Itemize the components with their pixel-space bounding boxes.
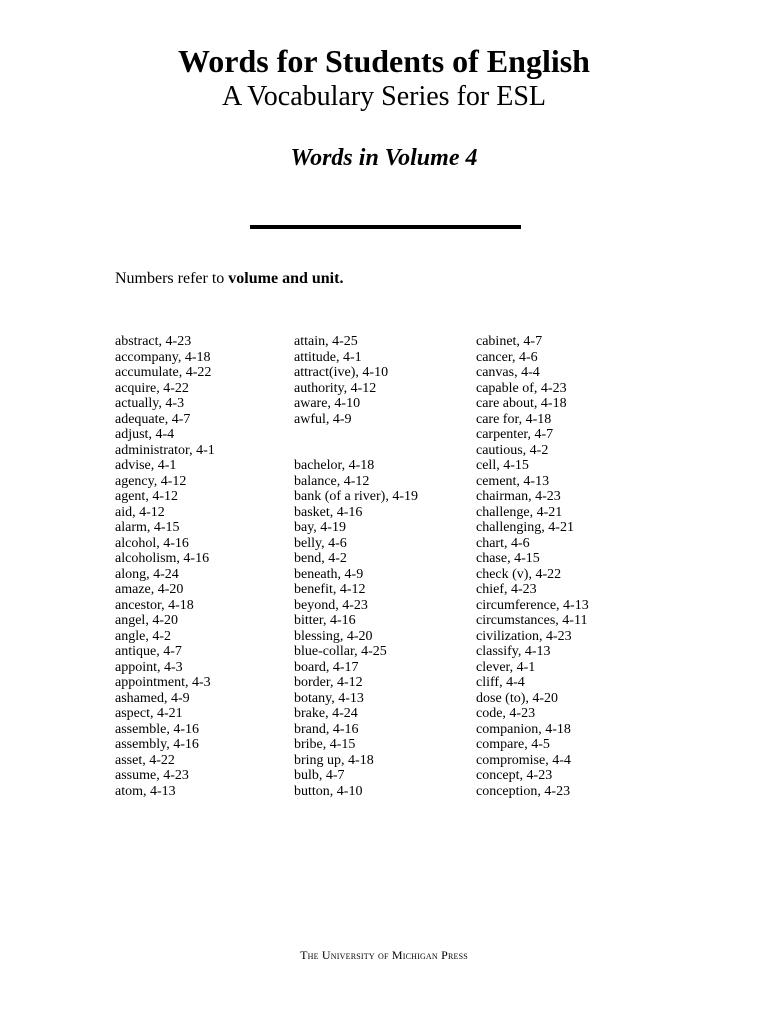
word-entry: board, 4-17 [294, 659, 359, 675]
word-entry: bachelor, 4-18 [294, 458, 375, 473]
word-entry: abstract, 4-23 [115, 334, 192, 349]
word-entry: aid, 4-12 [115, 504, 165, 520]
word-entry: aware, 4-10 [294, 396, 361, 411]
word-entry: agent, 4-12 [115, 489, 178, 504]
word-entry: alcohol, 4-16 [115, 535, 189, 551]
word-entry: cabinet, 4-7 [476, 334, 543, 349]
divider-rule [250, 225, 521, 229]
word-entry: cautious, 4-2 [476, 442, 549, 458]
word-entry: angle, 4-2 [115, 628, 171, 644]
word-entry [294, 427, 418, 443]
word-entry: bend, 4-2 [294, 551, 347, 566]
word-entry: accumulate, 4-22 [115, 365, 212, 380]
word-entry: alarm, 4-15 [115, 520, 180, 535]
word-entry: basket, 4-16 [294, 504, 363, 520]
word-entry: actually, 4-3 [115, 396, 185, 411]
word-entry: atom, 4-13 [115, 783, 176, 799]
word-entry: bank (of a river), 4-19 [294, 489, 419, 504]
reference-note-emphasis: volume and unit. [228, 270, 344, 287]
word-entry: challenge, 4-21 [476, 504, 563, 520]
word-entry: chairman, 4-23 [476, 489, 561, 504]
word-entry: belly, 4-6 [294, 535, 347, 551]
word-entry: cell, 4-15 [476, 458, 529, 473]
word-entry: assume, 4-23 [115, 768, 189, 783]
word-entry: bring up, 4-18 [294, 752, 374, 768]
word-entry: cliff, 4-4 [476, 675, 525, 690]
word-entry: clever, 4-1 [476, 659, 536, 675]
word-entry: attain, 4-25 [294, 334, 358, 349]
word-entry: administrator, 4-1 [115, 442, 215, 458]
word-entry: capable of, 4-23 [476, 380, 567, 396]
word-entry: bitter, 4-16 [294, 613, 356, 628]
reference-note-prefix: Numbers refer to [115, 270, 229, 287]
word-column-1 [115, 334, 215, 799]
word-entry: check (v), 4-22 [476, 566, 562, 582]
word-entry: circumstances, 4-11 [476, 613, 588, 628]
word-entry: classify, 4-13 [476, 644, 551, 659]
word-entry: attract(ive), 4-10 [294, 365, 389, 380]
word-entry: cancer, 4-6 [476, 349, 538, 365]
word-entry: chief, 4-23 [476, 582, 537, 597]
word-column-3 [476, 334, 589, 799]
word-entry: aspect, 4-21 [115, 706, 183, 721]
word-entry: appointment, 4-3 [115, 675, 211, 690]
word-entry: border, 4-12 [294, 675, 363, 690]
word-entry: awful, 4-9 [294, 411, 352, 427]
word-entry: brake, 4-24 [294, 706, 358, 721]
word-entry: bay, 4-19 [294, 520, 346, 535]
word-entry: alcoholism, 4-16 [115, 551, 210, 566]
word-entry: ashamed, 4-9 [115, 690, 190, 706]
word-entry: accompany, 4-18 [115, 349, 211, 365]
word-entry: concept, 4-23 [476, 768, 553, 783]
word-entry: chart, 4-6 [476, 535, 530, 551]
word-entry: amaze, 4-20 [115, 582, 184, 597]
word-entry: agency, 4-12 [115, 473, 187, 489]
word-entry: carpenter, 4-7 [476, 427, 554, 442]
volume-heading: Words in Volume 4 [290, 145, 478, 171]
word-entry: asset, 4-22 [115, 752, 175, 768]
word-entry: advise, 4-1 [115, 458, 177, 473]
word-entry: antique, 4-7 [115, 644, 182, 659]
word-entry: angel, 4-20 [115, 613, 178, 628]
word-entry: care about, 4-18 [476, 396, 567, 411]
word-entry: code, 4-23 [476, 706, 536, 721]
word-entry: balance, 4-12 [294, 473, 370, 489]
word-entry: chase, 4-15 [476, 551, 540, 566]
word-entry: benefit, 4-12 [294, 582, 366, 597]
word-entry: challenging, 4-21 [476, 520, 574, 535]
word-entry: appoint, 4-3 [115, 659, 183, 675]
word-entry: civilization, 4-23 [476, 628, 572, 644]
word-entry: cement, 4-13 [476, 473, 550, 489]
word-entry: adequate, 4-7 [115, 411, 191, 427]
word-entry: along, 4-24 [115, 566, 179, 582]
word-entry: botany, 4-13 [294, 690, 364, 706]
word-entry: bulb, 4-7 [294, 768, 345, 783]
word-entry: care for, 4-18 [476, 411, 552, 427]
word-entry: compromise, 4-4 [476, 752, 571, 768]
word-entry: conception, 4-23 [476, 783, 571, 799]
word-entry: adjust, 4-4 [115, 427, 175, 442]
reference-note [115, 269, 343, 289]
word-column-2 [294, 334, 418, 799]
word-entry [294, 443, 418, 459]
word-entry: brand, 4-16 [294, 721, 359, 737]
word-entry: circumference, 4-13 [476, 597, 589, 613]
word-entry: dose (to), 4-20 [476, 690, 559, 706]
word-entry: beyond, 4-23 [294, 597, 368, 613]
word-entry: button, 4-10 [294, 783, 363, 799]
word-entry: assemble, 4-16 [115, 721, 199, 737]
word-entry: canvas, 4-4 [476, 365, 540, 380]
word-entry: companion, 4-18 [476, 721, 571, 737]
word-entry: assembly, 4-16 [115, 737, 199, 752]
word-entry: ancestor, 4-18 [115, 597, 194, 613]
word-entry: bribe, 4-15 [294, 737, 356, 752]
word-entry: acquire, 4-22 [115, 380, 189, 396]
publisher-footer: The University of Michigan Press [300, 948, 468, 962]
page-subtitle: A Vocabulary Series for ESL [221, 81, 547, 112]
page-title: Words for Students of English [178, 43, 590, 79]
word-entry: blue-collar, 4-25 [294, 644, 387, 659]
word-entry: beneath, 4-9 [294, 566, 364, 582]
word-entry: blessing, 4-20 [294, 628, 373, 644]
word-entry: attitude, 4-1 [294, 349, 362, 365]
word-entry: authority, 4-12 [294, 380, 377, 396]
word-entry: compare, 4-5 [476, 737, 550, 752]
